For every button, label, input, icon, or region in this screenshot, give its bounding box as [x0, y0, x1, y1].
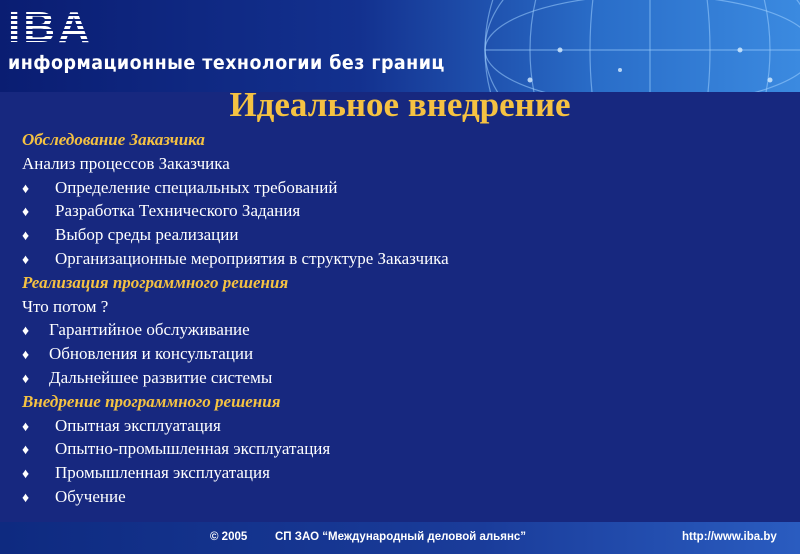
diamond-bullet-icon: ♦	[22, 467, 30, 483]
diamond-bullet-icon: ♦	[22, 181, 30, 197]
section-heading-survey: Обследование Заказчика	[22, 130, 205, 149]
diamond-bullet-icon: ♦	[22, 324, 30, 340]
list-item: ♦ Организационные мероприятия в структуре Заказчика	[22, 247, 782, 271]
section-intro: Что потом ?	[22, 296, 109, 316]
footer-url[interactable]: http://www.iba.by	[682, 531, 777, 543]
list-item: ♦ Определение специальных требований	[22, 176, 782, 200]
diamond-bullet-icon: ♦	[22, 419, 30, 435]
slide-title: Идеальное внедрение	[229, 85, 571, 124]
footer-company: СП ЗАО “Международный деловой альянс”	[275, 531, 527, 543]
list-item: ♦ Опытная эксплуатация	[22, 414, 782, 438]
iba-logo: IBA	[8, 3, 93, 52]
section-intro: Анализ процессов Заказчика	[22, 153, 230, 173]
footer-copyright: © 2005	[210, 531, 248, 543]
list-item: ♦ Обновления и консультации	[22, 342, 782, 366]
diamond-bullet-icon: ♦	[22, 443, 30, 459]
section-heading-implementation: Реализация программного решения	[22, 272, 289, 292]
list-item: ♦ Гарантийное обслуживание	[22, 318, 782, 342]
list-item: ♦ Разработка Технического Задания	[22, 199, 782, 223]
list-item: ♦ Опытно-промышленная эксплуатация	[22, 437, 782, 461]
header-banner	[0, 0, 800, 92]
list-item: ♦ Выбор среды реализации	[22, 223, 782, 247]
diamond-bullet-icon: ♦	[22, 371, 30, 387]
diamond-bullet-icon: ♦	[22, 490, 30, 506]
tagline: информационные технологии без границ	[8, 52, 445, 74]
list-item: ♦ Обучение	[22, 485, 782, 509]
section-heading-deployment: Внедрение программного решения	[22, 391, 281, 411]
slide-content	[22, 128, 782, 509]
list-item: ♦ Дальнейшее развитие системы	[22, 366, 782, 390]
diamond-bullet-icon: ♦	[22, 229, 30, 245]
diamond-bullet-icon: ♦	[22, 348, 30, 364]
diamond-bullet-icon: ♦	[22, 252, 30, 268]
list-item: ♦ Промышленная эксплуатация	[22, 461, 782, 485]
globe-graphic	[420, 0, 800, 92]
diamond-bullet-icon: ♦	[22, 205, 30, 221]
footer-bar	[0, 522, 800, 554]
